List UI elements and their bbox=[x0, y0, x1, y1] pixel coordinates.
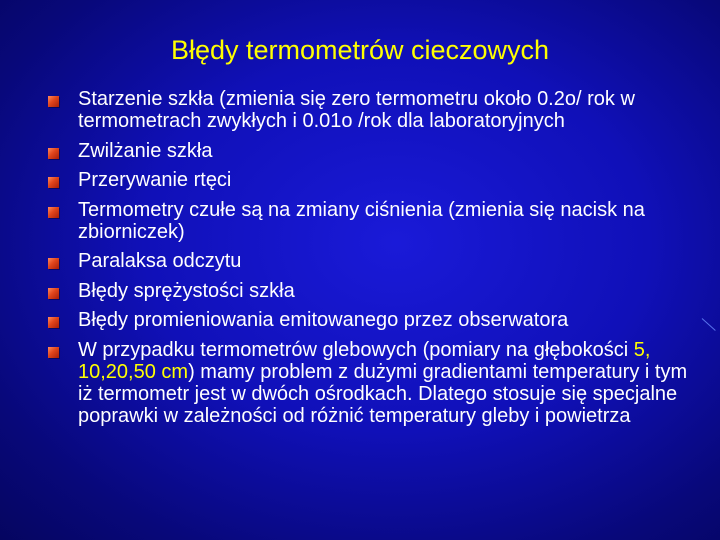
bullet-text: Przerywanie rtęci bbox=[78, 169, 232, 191]
bullet-text: Błędy sprężystości szkła bbox=[78, 279, 295, 302]
bullet-text-part1: W przypadku termometrów glebowych (pomiary na głębokości bbox=[78, 338, 634, 361]
square-bullet-icon bbox=[48, 288, 59, 299]
bullet-text: Błędy promieniowania emitowanego przez obserwatora bbox=[78, 309, 569, 331]
bullet-text: Termometry czułe są na zmiany ciśnienia (zmienia się nacisk na zbiorniczek) bbox=[78, 198, 645, 243]
list-item bbox=[48, 199, 688, 243]
bullet-text-part2: ) mamy problem z dużymi gradientami temperatury i tym iż termometr jest w dwóch ośrodkach. Dlatego stosuje się specjalne poprawki w zależności od różnić temperatury gleby i powietrza bbox=[78, 360, 688, 427]
bullet-text: Starzenie szkła (zmienia się zero termometru około 0.2o/ rok w termometrach zwykłych i 0.01o /rok dla laboratoryjnych bbox=[78, 88, 635, 132]
square-bullet-icon bbox=[48, 258, 59, 269]
list-item bbox=[48, 140, 688, 162]
slide-title: Błędy termometrów cieczowych bbox=[170, 35, 550, 65]
list-item bbox=[48, 339, 688, 427]
square-bullet-icon bbox=[48, 347, 59, 358]
bullet-list bbox=[48, 88, 688, 434]
decorative-line bbox=[702, 318, 716, 331]
depth-highlight: 5, 10,20,50 cm bbox=[78, 338, 651, 383]
square-bullet-icon bbox=[48, 317, 59, 328]
list-item bbox=[48, 250, 688, 272]
square-bullet-icon bbox=[48, 148, 59, 159]
square-bullet-icon bbox=[48, 96, 59, 107]
list-item bbox=[48, 280, 688, 302]
square-bullet-icon bbox=[48, 177, 59, 188]
list-item bbox=[48, 309, 688, 331]
list-item bbox=[48, 169, 688, 191]
bullet-text: Paralaksa odczytu bbox=[78, 250, 242, 272]
list-item bbox=[48, 88, 688, 132]
bullet-text: Zwilżanie szkła bbox=[78, 139, 213, 162]
square-bullet-icon bbox=[48, 207, 59, 218]
